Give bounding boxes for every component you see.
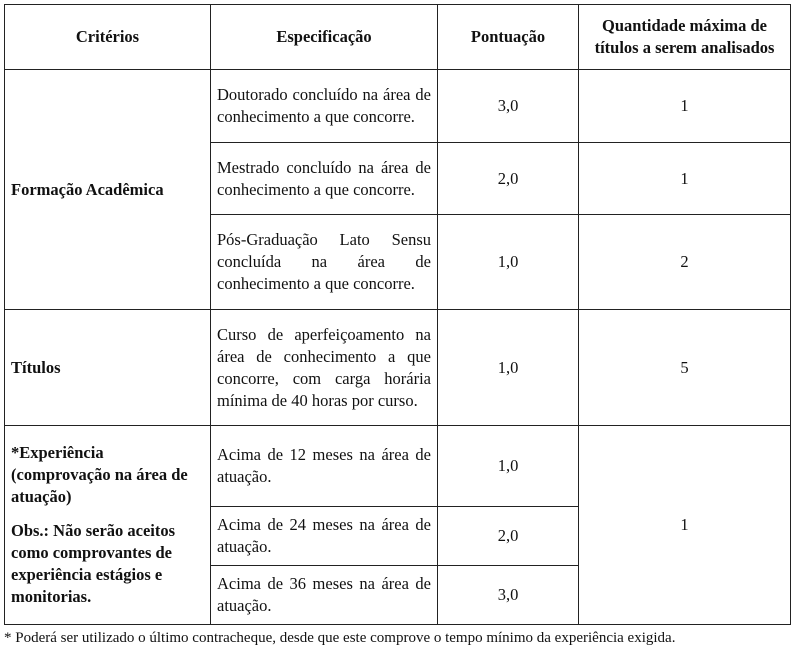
table-row	[5, 310, 791, 426]
pontuacao-aperfeicoamento: 1,0	[438, 310, 579, 426]
quantidade-experiencia: 1	[579, 426, 791, 625]
spec-12-meses: Acima de 12 meses na área de atuação.	[211, 426, 438, 507]
table-row	[5, 70, 791, 143]
experiencia-obs: Obs.: Não serão aceitos como comprovantes de experiência estágios e monitorias.	[11, 521, 176, 606]
criterio-titulos: Títulos	[5, 310, 211, 426]
header-especificacao: Especificação	[211, 5, 438, 70]
pontuacao-24-meses: 2,0	[438, 507, 579, 566]
spec-36-meses: Acima de 36 meses na área de atuação.	[211, 566, 438, 625]
pontuacao-pos-graduacao: 1,0	[438, 215, 579, 310]
header-quantidade: Quantidade máxima de títulos a serem analisados	[579, 5, 791, 70]
spec-doutorado: Doutorado concluído na área de conhecimento a que concorre.	[211, 70, 438, 143]
criterio-experiencia-cell	[5, 426, 211, 625]
pontuacao-doutorado: 3,0	[438, 70, 579, 143]
spec-pos-graduacao: Pós-Graduação Lato Sensu concluída na área de conhecimento a que concorre.	[211, 215, 438, 310]
criterio-experiencia: *Experiência (comprovação na área de atuação)	[11, 443, 188, 506]
header-criterios: Critérios	[5, 5, 211, 70]
spec-mestrado: Mestrado concluído na área de conhecimento a que concorre.	[211, 143, 438, 215]
quantidade-mestrado: 1	[579, 143, 791, 215]
header-pontuacao: Pontuação	[438, 5, 579, 70]
spec-aperfeicoamento: Curso de aperfeiçoamento na área de conhecimento a que concorre, com carga horária mínima de 40 horas por curso.	[211, 310, 438, 426]
quantidade-doutorado: 1	[579, 70, 791, 143]
quantidade-aperfeicoamento: 5	[579, 310, 791, 426]
pontuacao-mestrado: 2,0	[438, 143, 579, 215]
pontuacao-36-meses: 3,0	[438, 566, 579, 625]
criteria-table	[4, 4, 791, 625]
spec-24-meses: Acima de 24 meses na área de atuação.	[211, 507, 438, 566]
criterio-formacao: Formação Acadêmica	[5, 70, 211, 310]
footnote: * Poderá ser utilizado o último contracheque, desde que este comprove o tempo mínimo da experiência exigida.	[4, 630, 676, 646]
pontuacao-12-meses: 1,0	[438, 426, 579, 507]
table-row	[5, 426, 791, 507]
header-row	[5, 5, 791, 70]
quantidade-pos-graduacao: 2	[579, 215, 791, 310]
